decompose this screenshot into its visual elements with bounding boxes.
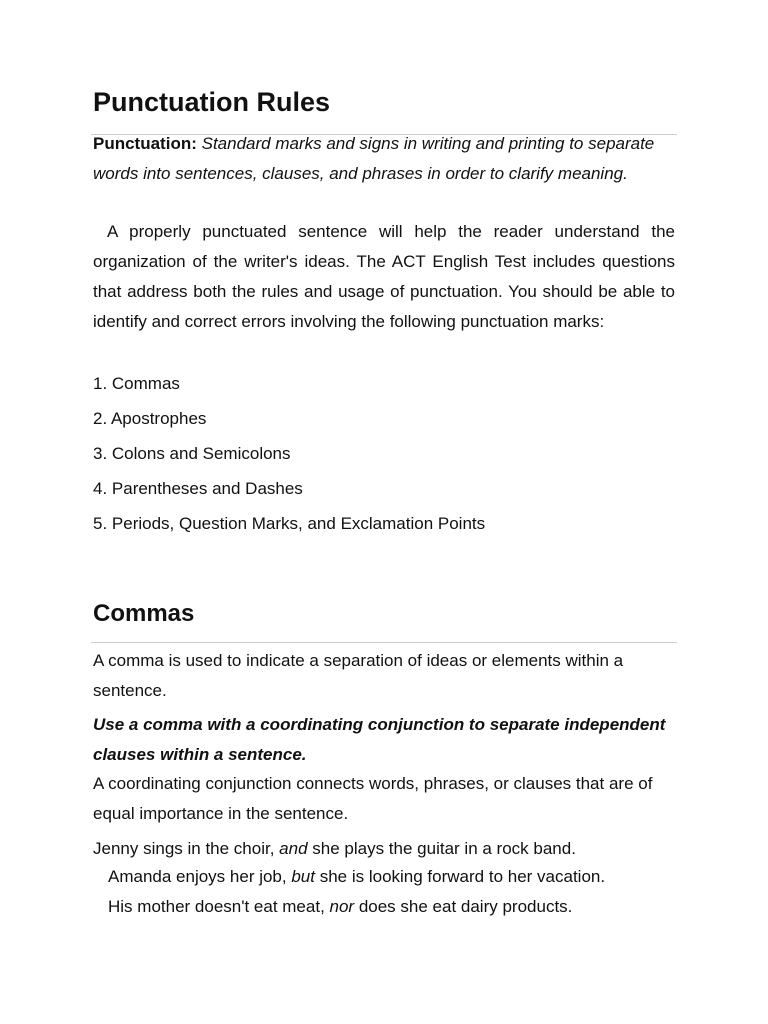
example-text: His mother doesn't eat meat, — [108, 897, 330, 916]
example-sentence — [93, 835, 576, 863]
example-text: Jenny sings in the choir, — [93, 839, 280, 858]
example-conjunction: and — [279, 839, 308, 858]
intro-paragraph: A properly punctuated sentence will help the reader understand the organization of the writer's ideas. The ACT English Test includes questions that address both the rules and usage of punctuation. You should be able to identify and correct errors involving the following punctuation marks: — [93, 222, 675, 331]
section-heading-commas: Commas — [93, 600, 195, 627]
list-item: 1. Commas — [93, 374, 180, 393]
definition-text: Standard marks and signs in writing and printing to separate words into sentences, clauses, and phrases in order to clarify meaning. — [93, 134, 655, 183]
list-item: 3. Colons and Semicolons — [93, 444, 291, 463]
example-sentence — [108, 893, 572, 921]
example-conjunction: nor — [329, 897, 355, 916]
definition-term: Punctuation: — [93, 134, 197, 153]
example-sentence — [108, 863, 605, 891]
example-text: Amanda enjoys her job, — [108, 867, 292, 886]
example-text: does she eat dairy products. — [354, 897, 573, 916]
example-text: she is looking forward to her vacation. — [314, 867, 606, 886]
comma-rule: Use a comma with a coordinating conjunction to separate independent clauses within a sentence. — [93, 715, 666, 764]
section-divider — [91, 642, 677, 643]
list-item: 4. Parentheses and Dashes — [93, 479, 303, 498]
list-item: 2. Apostrophes — [93, 409, 207, 428]
commas-intro: A comma is used to indicate a separation of ideas or elements within a sentence. — [93, 651, 624, 700]
rule-explanation: A coordinating conjunction connects words, phrases, or clauses that are of equal importance in the sentence. — [93, 774, 653, 823]
page-title: Punctuation Rules — [93, 87, 331, 117]
list-item: 5. Periods, Question Marks, and Exclamation Points — [93, 514, 486, 533]
example-text: she plays the guitar in a rock band. — [307, 839, 576, 858]
example-conjunction: but — [291, 867, 315, 886]
definition-paragraph — [93, 129, 675, 189]
